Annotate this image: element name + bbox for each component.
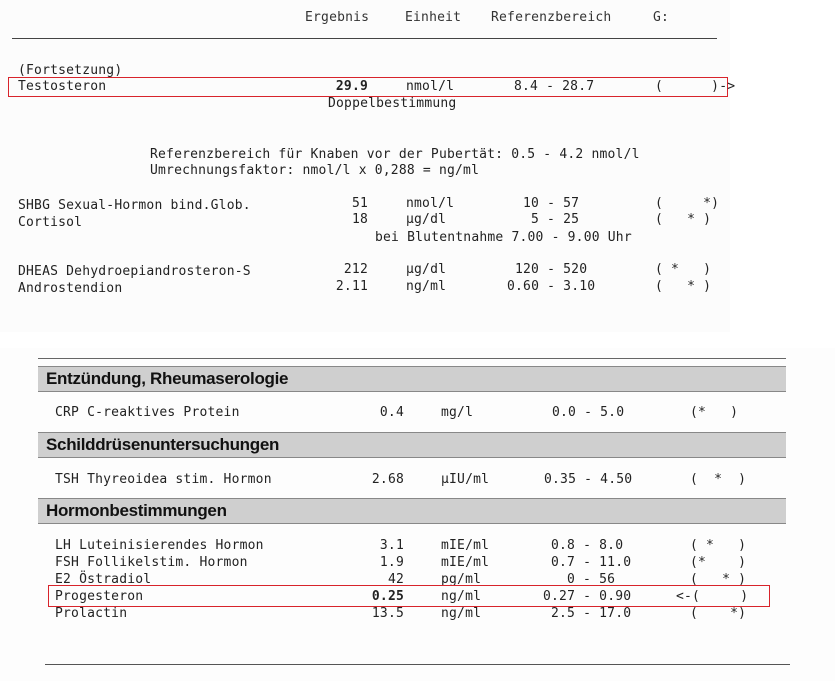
testosteron-flag: ( )->: [655, 79, 736, 94]
e2-name: E2 Östradiol: [55, 572, 152, 587]
scan-gap: [0, 332, 835, 348]
crp-ref: 0.0 - 5.0: [552, 405, 625, 420]
tsh-unit: µIU/ml: [441, 472, 490, 487]
header-rule: [12, 38, 717, 39]
fsh-ref: 0.7 - 11.0: [551, 555, 632, 570]
crp-flag: (* ): [690, 405, 739, 420]
prolactin-name: Prolactin: [55, 606, 128, 621]
e2-unit: pg/ml: [441, 572, 482, 587]
dheas-flag: ( * ): [655, 262, 712, 277]
dheas-ref: 120 - 520: [515, 262, 588, 277]
cortisol-unit: µg/dl: [406, 212, 447, 227]
e2-ref: 0 - 56: [567, 572, 616, 587]
dheas-value: 212: [343, 262, 368, 277]
section-schilddruese: [38, 432, 786, 458]
lh-flag: ( * ): [690, 538, 747, 553]
section-title: Schilddrüsenuntersuchungen: [46, 435, 280, 454]
crp-unit: mg/l: [441, 405, 474, 420]
androstendion-ref: 0.60 - 3.10: [507, 279, 596, 294]
shbg-value: 51: [351, 196, 368, 211]
tsh-flag: ( * ): [690, 472, 747, 487]
progesteron-highlight-box: [48, 585, 770, 607]
fsh-name: FSH Follikelstim. Hormon: [55, 555, 248, 570]
fortsetzung-label: (Fortsetzung): [18, 63, 123, 78]
shbg-name: SHBG Sexual-Hormon bind.Glob.: [18, 198, 251, 213]
progesteron-unit: ng/ml: [441, 589, 482, 604]
cortisol-ref: 5 - 25: [531, 212, 580, 227]
fsh-value: 1.9: [379, 555, 404, 570]
fsh-unit: mIE/ml: [441, 555, 490, 570]
cortisol-value: 18: [351, 212, 368, 227]
reference-note-boys: Referenzbereich für Knaben vor der Pubertät: 0.5 - 4.2 nmol/l: [150, 147, 640, 162]
lh-unit: mIE/ml: [441, 538, 490, 553]
testosteron-highlight-box: [8, 77, 728, 97]
shbg-unit: nmol/l: [406, 196, 455, 211]
androstendion-unit: ng/ml: [406, 279, 447, 294]
testosteron-unit: nmol/l: [406, 79, 455, 94]
section-title: Entzündung, Rheumaserologie: [46, 369, 289, 388]
progesteron-value: 0.25: [371, 589, 404, 604]
tsh-value: 2.68: [371, 472, 404, 487]
androstendion-flag: ( * ): [655, 279, 712, 294]
lh-ref: 0.8 - 8.0: [551, 538, 624, 553]
col-header-einheit: Einheit: [405, 10, 462, 25]
testosteron-ref: 8.4 - 28.7: [514, 79, 595, 94]
col-header-ergebnis: Ergebnis: [305, 10, 370, 25]
shbg-ref: 10 - 57: [523, 196, 580, 211]
section-entzuendung: [38, 366, 786, 392]
conversion-factor-note: Umrechnungsfaktor: nmol/l x 0,288 = ng/ml: [150, 163, 480, 178]
section-hormonbestimmungen: [38, 498, 786, 524]
tsh-name: TSH Thyreoidea stim. Hormon: [55, 472, 272, 487]
prolactin-ref: 2.5 - 17.0: [551, 606, 632, 621]
prolactin-value: 13.5: [371, 606, 404, 621]
androstendion-name: Androstendion: [18, 281, 123, 296]
e2-value: 42: [387, 572, 404, 587]
androstendion-value: 2.11: [335, 279, 368, 294]
prolactin-unit: ng/ml: [441, 606, 482, 621]
col-header-cut: G:: [653, 10, 670, 25]
lh-value: 3.1: [379, 538, 404, 553]
shbg-flag: ( *): [655, 196, 720, 211]
fsh-flag: (* ): [690, 555, 747, 570]
cortisol-name: Cortisol: [18, 215, 83, 230]
crp-name: CRP C-reaktives Protein: [55, 405, 240, 420]
crp-value: 0.4: [379, 405, 404, 420]
prolactin-flag: ( *): [690, 606, 747, 621]
e2-flag: ( * ): [690, 572, 747, 587]
tsh-ref: 0.35 - 4.50: [544, 472, 633, 487]
testosteron-value: 29.9: [335, 79, 368, 94]
bottom-rule: [45, 664, 790, 665]
lab-report-sheet-2: [0, 348, 835, 681]
cortisol-flag: ( * ): [655, 212, 712, 227]
progesteron-name: Progesteron: [55, 589, 144, 604]
dheas-name: DHEAS Dehydroepiandrosteron-S: [18, 264, 251, 279]
progesteron-ref: 0.27 - 0.90: [543, 589, 632, 604]
doppelbestimmung-note: Doppelbestimmung: [328, 96, 457, 111]
progesteron-flag: <-( ): [676, 589, 749, 604]
cortisol-sampling-note: bei Blutentnahme 7.00 - 9.00 Uhr: [375, 230, 632, 245]
dheas-unit: µg/dl: [406, 262, 447, 277]
col-header-referenzbereich: Referenzbereich: [491, 10, 612, 25]
lab-report-sheet-1: [0, 0, 736, 332]
section-title: Hormonbestimmungen: [46, 501, 227, 520]
lh-name: LH Luteinisierendes Hormon: [55, 538, 264, 553]
top-rule: [38, 358, 786, 359]
testosteron-name: Testosteron: [18, 79, 107, 94]
